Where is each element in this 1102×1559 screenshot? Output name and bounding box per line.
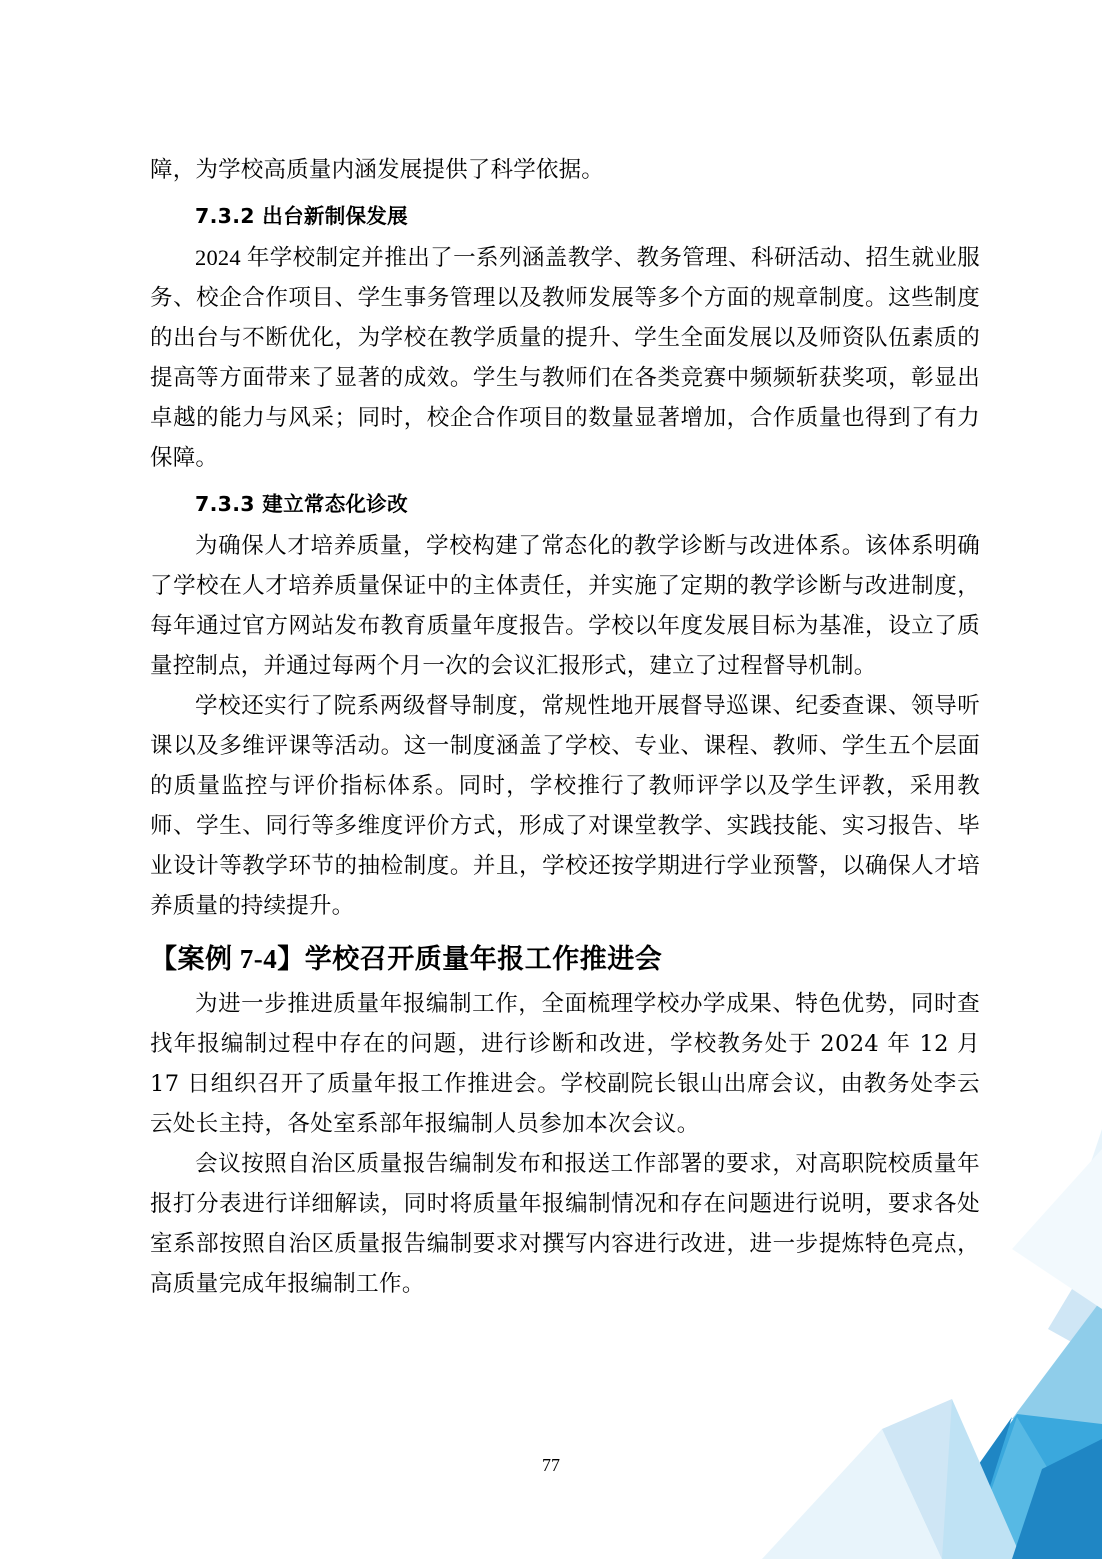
paragraph-7-3-2: 2024 年学校制定并推出了一系列涵盖教学、教务管理、科研活动、招生就业服务、校企合作项目、学生事务管理以及教师发展等多个方面的规章制度。这些制度的出台与不断优化，为学校在教学质量的提升、学生全面发展以及师资队伍素质的提高等方面带来了显著的成效。学生与教师们在各类竞赛中频频斩获奖项，彰显出卓越的能力与风采；同时，校企合作项目的数量显著增加，合作质量也得到了有力保障。: [150, 245, 980, 470]
paragraph-7-3-3-second: 学校还实行了院系两级督导制度，常规性地开展督导巡课、纪委查课、领导听课以及多维评课等活动。这一制度涵盖了学校、专业、课程、教师、学生五个层面的质量监控与评价指标体系。同时，学校推行了教师评学以及学生评教，采用教师、学生、同行等多维度评价方式，形成了对课堂教学、实践技能、实习报告、毕业设计等教学环节的抽检制度。并且，学校还按学期进行学业预警，以确保人才培养质量的持续提升。: [150, 693, 980, 918]
heading-7-3-3: 7.3.3 建立常态化诊改: [195, 492, 408, 516]
case-paragraph-first: 为进一步推进质量年报编制工作，全面梳理学校办学成果、特色优势，同时查找年报编制过程中存在的问题，进行诊断和改进，学校教务处于 2024 年 12 月 17 日组织召开了质量年报工作推进会。学校副院长银山出席会议，由教务处李云云处长主持，各处室系部年报编制人员参加本次会议。: [150, 991, 980, 1137]
case-title-7-4: 【案例 7-4】学校召开质量年报工作推进会: [150, 944, 663, 974]
paragraph-continued: 障，为学校高质量内涵发展提供了科学依据。: [150, 157, 605, 182]
paragraph-7-3-3-first: 为确保人才培养质量，学校构建了常态化的教学诊断与改进体系。该体系明确了学校在人才培养质量保证中的主体责任，并实施了定期的教学诊断与改进制度，每年通过官方网站发布教育质量年度报告。学校以年度发展目标为基准，设立了质量控制点，并通过每两个月一次的会议汇报形式，建立了过程督导机制。: [150, 533, 980, 678]
page-number: 77: [542, 1455, 560, 1475]
heading-7-3-2: 7.3.2 出台新制保发展: [195, 204, 408, 228]
page-content: [150, 150, 980, 1304]
case-paragraph-second: 会议按照自治区质量报告编制发布和报送工作部署的要求，对高职院校质量年报打分表进行详细解读，同时将质量年报编制情况和存在问题进行说明，要求各处室系部按照自治区质量报告编制要求对撰写内容进行改进，进一步提炼特色亮点，高质量完成年报编制工作。: [150, 1151, 980, 1297]
